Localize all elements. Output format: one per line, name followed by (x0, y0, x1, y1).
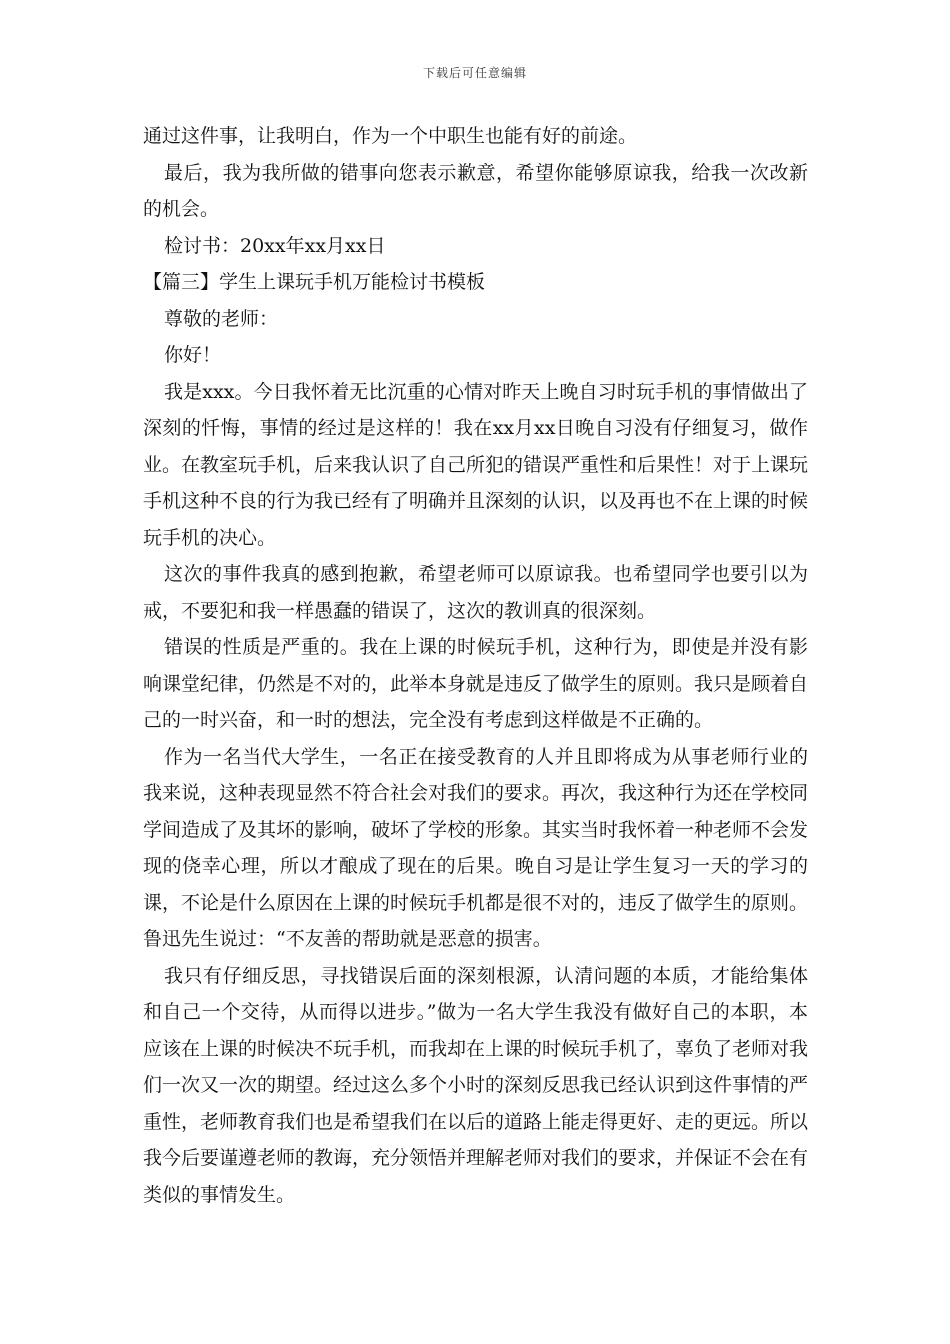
greeting: 你好！ (164, 344, 222, 366)
salutation: 尊敬的老师： (164, 307, 279, 330)
paragraph: 这次的事件我真的感到抱歉，希望老师可以原谅我。也希望同学也要引以为戒，不要犯和我一样愚蠢的错误了，这次的教训真的很深刻。 (143, 563, 808, 622)
paragraph: 作为一名当代大学生，一名正在接受教育的人并且即将成为从事老师行业的我来说，这种表现显然不符合社会对我们的要求。再次，我这种行为还在学校同学间造成了及其坏的影响，破坏了学校的形象。其实当时我怀着一种老师不会发现的侥幸心理，所以才酿成了现在的后果。晚自习是让学生复习一天的学习的课，不论是什么原因在上课的时候玩手机都是很不对的，违反了做学生的原则。鲁迅先生说过：“不友善的帮助就是恶意的损害。 (143, 745, 809, 950)
document-body (143, 118, 808, 1213)
paragraph: 通过这件事，让我明白，作为一个中职生也能有好的前途。 (143, 125, 638, 147)
paragraph: 最后，我为我所做的错事向您表示歉意，希望你能够原谅我，给我一次改新的机会。 (143, 161, 808, 220)
paragraph: 我是xxx。今日我怀着无比沉重的心情对昨天上晚自习时玩手机的事情做出了深刻的忏悔，事情的经过是这样的！我在xx月xx日晚自习没有仔细复习，做作业。在教室玩手机，后来我认识了自己所犯的错误严重性和后果性！对于上课玩手机这种不良的行为我已经有了明确并且深刻的认识，以及再也不在上课的时候玩手机的决心。 (143, 380, 809, 549)
paragraph: 我只有仔细反思，寻找错误后面的深刻根源，认清问题的本质，才能给集体和自己一个交待，从而得以进步。”做为一名大学生我没有做好自己的本职，本应该在上课的时候决不玩手机，而我却在上课的时候玩手机了，辜负了老师对我们一次又一次的期望。经过这么多个小时的深刻反思我已经认识到这件事情的严重性，老师教育我们也是希望我们在以后的道路上能走得更好、走的更远。所以我今后要谨遵老师的教诲，充分领悟并理解老师对我们的要求，并保证不会在有类似的事情发生。 (143, 964, 809, 1206)
page-header: 下载后可任意编辑 (422, 66, 527, 80)
paragraph: 错误的性质是严重的。我在上课的时候玩手机，这种行为，即使是并没有影响课堂纪律，仍然是不对的，此举本身就是违反了做学生的原则。我只是顾着自己的一时兴奋，和一时的想法，完全没有考虑到这样做是不正确的。 (143, 636, 809, 731)
signature-date: 检讨书：20xx年xx月xx日 (164, 234, 386, 257)
section-title: 【篇三】学生上课玩手机万能检讨书模板 (143, 271, 486, 293)
